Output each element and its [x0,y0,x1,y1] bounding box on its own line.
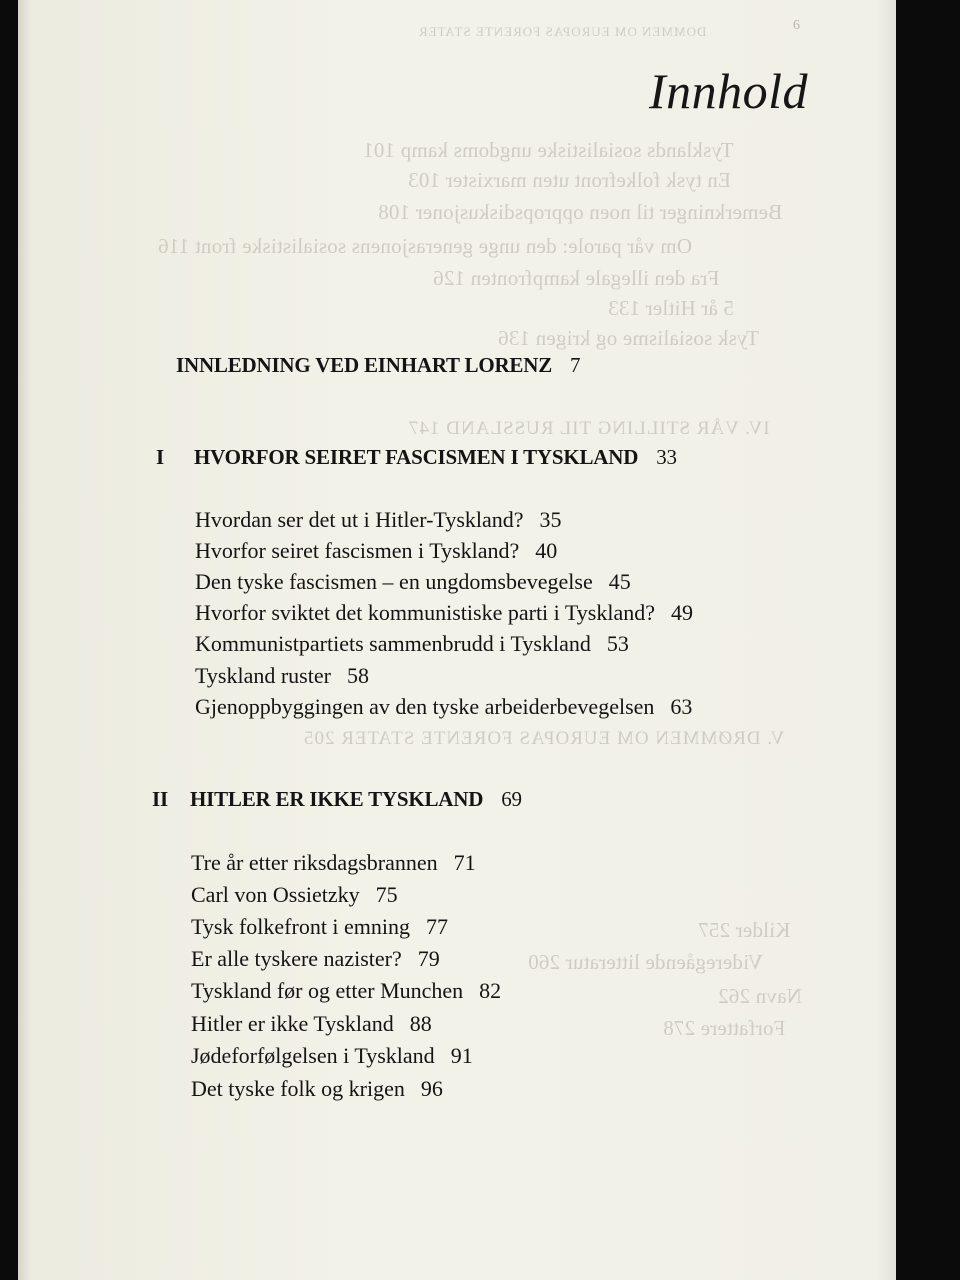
toc-item [195,600,693,626]
toc-item-label: Gjenoppbyggingen av den tyske arbeiderbevegelsen [195,694,655,719]
toc-item-label: Hvorfor seiret fascismen i Tyskland? [195,538,520,563]
toc-intro-page: 7 [570,353,581,377]
toc-item-label: Det tyske folk og krigen [191,1076,405,1101]
toc-item-label: Tysk folkefront i emning [191,914,411,939]
toc-item-page: 96 [420,1076,443,1101]
toc-item-page: 79 [417,946,440,971]
toc-item-label: Tyskland ruster [195,663,331,688]
toc-item-page: 82 [479,978,502,1003]
section-roman-numeral: I [156,445,164,469]
bleed-text: IV. VÅR STILLING TIL RUSSLAND 147 [408,418,770,439]
toc-item [191,882,398,908]
toc-item-page: 58 [346,663,369,688]
bleed-text: V. DRØMMEN OM EUROPAS FORENTE STATER 205 [303,728,785,749]
toc-item [191,946,440,972]
section-title: HVORFOR SEIRET FASCISMEN I TYSKLAND [194,445,639,469]
bleed-text: 5 år Hitler 133 [608,296,735,320]
section-title: HITLER ER IKKE TYSKLAND [190,787,484,811]
toc-item-page: 91 [450,1043,473,1068]
toc-item [191,850,476,876]
toc-item-page: 49 [671,600,693,625]
toc-item [195,663,369,689]
toc-item [191,1043,473,1069]
toc-item-page: 75 [375,882,398,907]
toc-item-page: 71 [453,850,476,875]
section-page: 69 [501,787,522,811]
page-title: Innhold [648,63,808,119]
toc-item [195,569,631,595]
toc-item-label: Tyskland før og etter Munchen [191,978,464,1003]
bleed-text: Forfattere 278 [663,1016,786,1040]
page-gutter-shade [18,0,32,1280]
toc-section-heading [156,445,677,470]
toc-item-label: Hvorfor sviktet det kommunistiske parti i Tyskland? [195,600,655,625]
bleed-text: Om vår parole: den unge generasjonens sosialistiske front 116 [158,234,692,258]
toc-item-page: 35 [539,507,562,532]
bleed-text: Tysklands sosialistiske ungdoms kamp 101 [363,138,734,162]
folio-mark: 6 [793,18,800,33]
toc-item [191,914,448,940]
toc-section-heading [152,787,522,812]
bleed-text: Fra den illegale kampfronten 126 [433,266,720,290]
toc-item-label: Hitler er ikke Tyskland [191,1011,394,1036]
toc-item [195,538,557,564]
toc-item-page: 40 [535,538,558,563]
bleed-text: DOMMEN OM EUROPAS FORENTE STATER [418,24,707,39]
toc-intro-label: INNLEDNING VED EINHART LORENZ [176,353,553,377]
toc-item-page: 77 [426,914,449,939]
toc-intro [176,353,580,378]
toc-item-page: 88 [409,1011,432,1036]
bleed-text: Videregående litteratur 260 [528,950,764,974]
toc-item-label: Hvordan ser det ut i Hitler-Tyskland? [195,507,524,532]
book-page [18,0,896,1280]
bleed-text: Tysk sosialisme og krigen 136 [498,326,759,350]
toc-item-label: Tre år etter riksdagsbrannen [191,850,438,875]
toc-item-page: 63 [670,694,693,719]
toc-item-page: 53 [606,631,629,656]
toc-item [195,507,562,533]
toc-item [195,694,692,720]
bleed-text: Navn 262 [718,984,802,1008]
toc-item-label: Kommunistpartiets sammenbrudd i Tyskland [195,631,591,656]
toc-item [191,1076,443,1102]
bleed-text: Bemerkninger til noen oppropsdiskusjoner 108 [378,200,783,224]
toc-item [195,631,629,657]
toc-item [191,978,501,1004]
toc-item-label: Er alle tyskere nazister? [191,946,402,971]
toc-item-page: 45 [608,569,631,594]
toc-item-label: Carl von Ossietzky [191,882,360,907]
toc-item [191,1011,432,1037]
section-roman-numeral: II [152,787,168,811]
bleed-text: En tysk folkefront uten marxister 103 [408,168,731,192]
bleed-text: Kilder 257 [698,918,791,942]
page-edge-shade [876,0,896,1280]
section-page: 33 [656,445,677,469]
toc-item-label: Den tyske fascismen – en ungdomsbevegelse [195,569,593,594]
toc-item-label: Jødeforfølgelsen i Tyskland [191,1043,435,1068]
